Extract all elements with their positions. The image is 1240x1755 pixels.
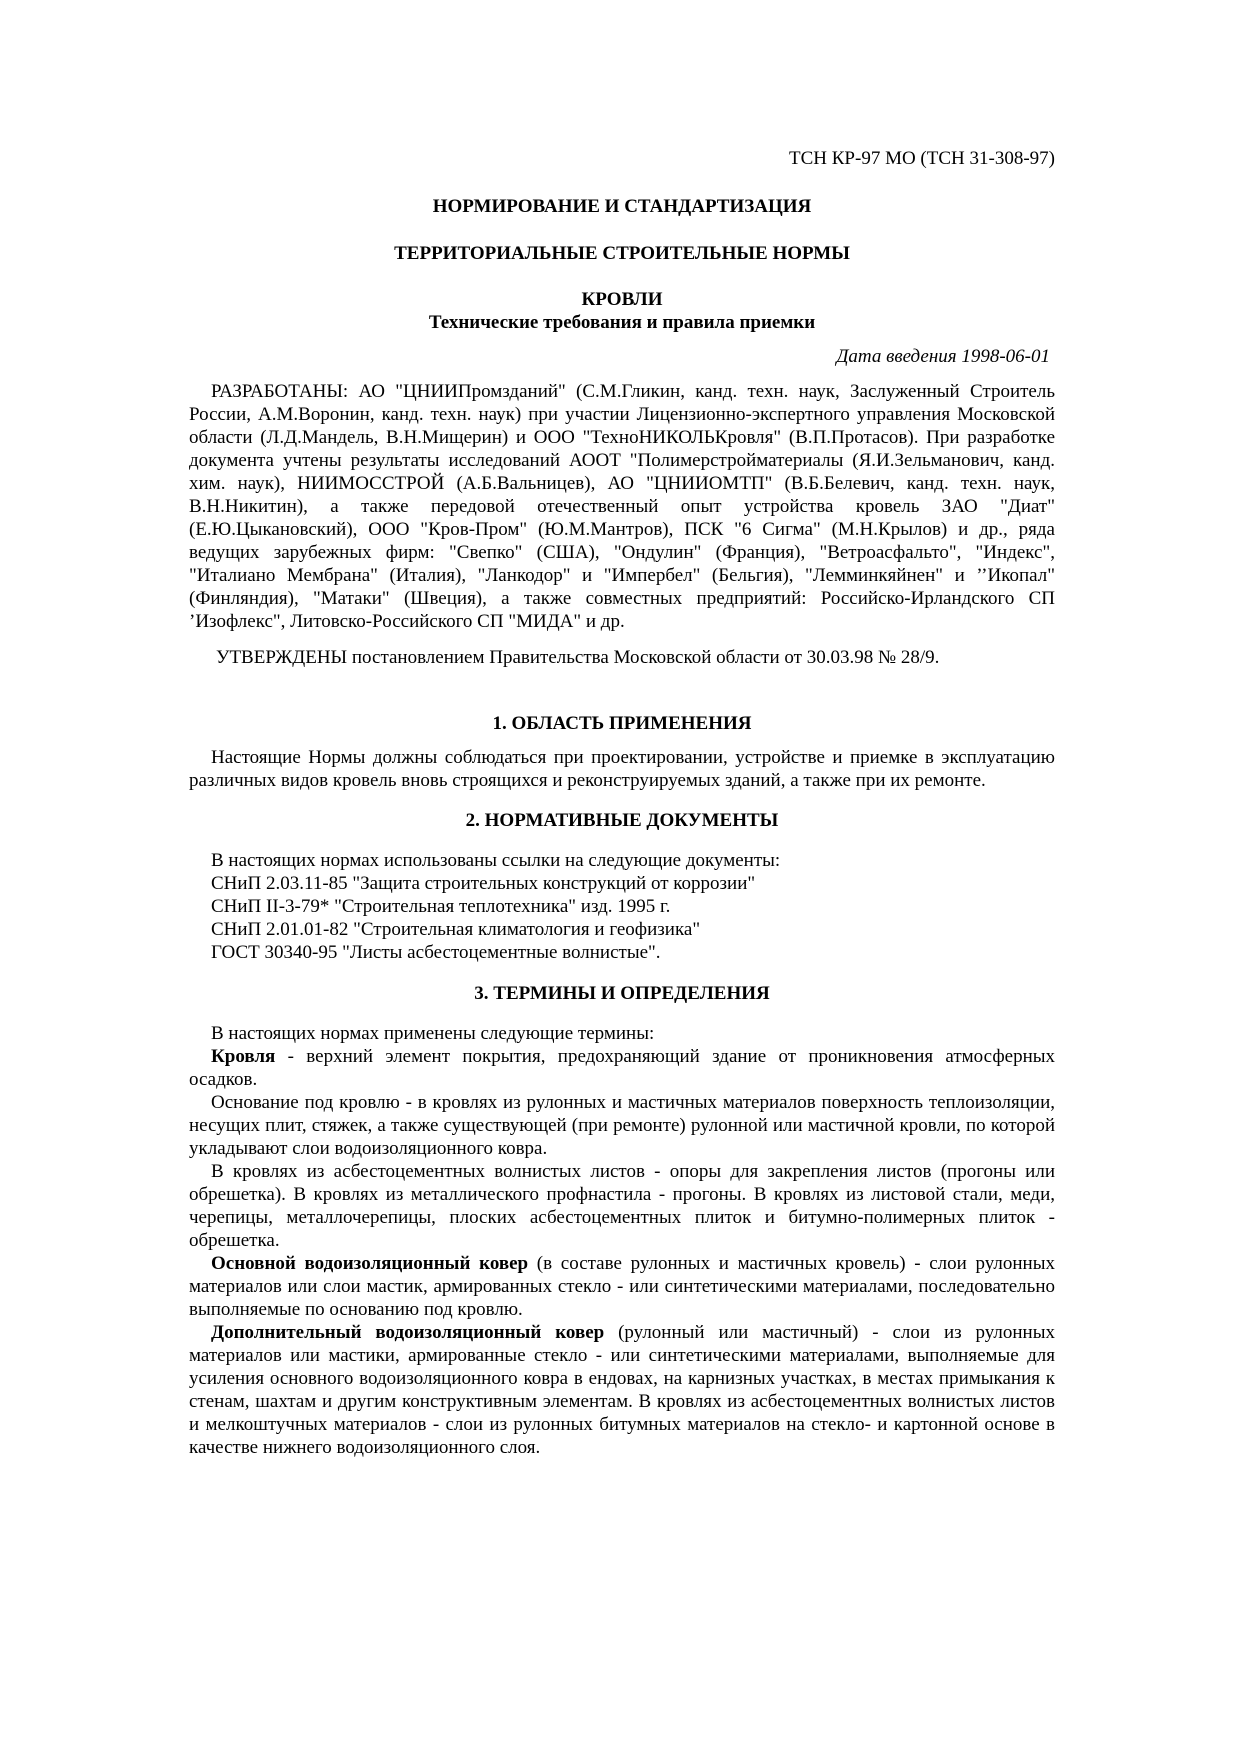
term-roof-definition: - верхний элемент покрытия, предохраняющий здание от проникновения атмосферных осадков.: [189, 1046, 1055, 1090]
list-item: СНиП II-3-79* "Строительная теплотехника" изд. 1995 г.: [211, 896, 671, 917]
term-main-waterproofing-definition: (в составе рулонных и мастичных кровель) - слои рулонных материалов или слои мастик, армированных стекло - или синтетическими материалами, последовательно выполняемые по основанию под кровлю.: [189, 1253, 1055, 1320]
effective-date: Дата введения 1998-06-01: [836, 346, 1050, 367]
list-item: ГОСТ 30340-95 "Листы асбестоцементные волнистые".: [211, 942, 661, 963]
list-item: СНиП 2.03.11-85 "Защита строительных конструкций от коррозии": [211, 873, 756, 894]
terms-intro: В настоящих нормах применены следующие термины:: [211, 1023, 655, 1044]
term-roof-base-asbestos: В кровлях из асбестоцементных волнистых листов - опоры для закрепления листов (прогоны или обрешетка). В кровлях из металлического профнастила - прогоны. В кровлях из листовой стали, меди, черепицы, металлочерепицы, плоских асбестоцементных плиток и битумно-полимерных плиток - обрешетка.: [189, 1161, 1055, 1251]
section-2-title: 2. НОРМАТИВНЫЕ ДОКУМЕНТЫ: [465, 810, 779, 831]
list-item: СНиП 2.01.01-82 "Строительная климатология и геофизика": [211, 919, 701, 940]
document-title-norms: ТЕРРИТОРИАЛЬНЫЕ СТРОИТЕЛЬНЫЕ НОРМЫ: [394, 243, 850, 264]
developed-paragraph: РАЗРАБОТАНЫ: АО "ЦНИИПромзданий" (С.М.Гликин, канд. техн. наук, Заслуженный Строитель России, А.М.Воронин, канд. техн. наук) при участии Лицензионно-экспертного управления Московской области (Л.Д.Мандель, В.Н.Мищерин) и ООО "ТехноНИКОЛЬКровля" (В.П.Протасов). При разработке документа учтены результаты исследований АООТ "Полимерстройматериалы (Я.И.Зельманович, канд. хим. наук), НИИМОССТРОЙ (А.Б.Вальницев), АО "ЦНИИОМТП" (В.Б.Белевич, канд. техн. наук, В.Н.Никитин), а также передовой отечественный опыт устройства кровель ЗАО "Диат" (Е.Ю.Цыкановский), ООО "Кров-Пром" (Ю.М.Мантров), ПСК "6 Сигма" (М.Н.Крылов) и др., ряда ведущих зарубежных фирм: "Свепко" (США), "Ондулин" (Франция), "Ветроасфальто", "Индекс", "Италиано Мембрана" (Италия), "Ланкодор" и "Импербел" (Бельгия), "Лемминкяйнен" и ’’Икопал" (Финляндия), "Матаки" (Швеция), а также совместных предприятий: Российско-Ирландского СП ’Изофлекс", Литовско-Российского СП "МИДА" и др.: [189, 381, 1055, 632]
document-subtitle: Технические требования и правила приемки: [428, 312, 816, 333]
normative-documents-list: [189, 849, 1055, 964]
term-roof-base: Основание под кровлю - в кровлях из рулонных и мастичных материалов поверхность теплоизоляции, несущих плит, стяжек, а также существующей (при ремонте) рулонной или мастичной кровли, по которой укладывают слои водоизоляционного ковра.: [189, 1092, 1055, 1159]
section-3-title: 3. ТЕРМИНЫ И ОПРЕДЕЛЕНИЯ: [474, 983, 770, 1004]
approved-paragraph: УТВЕРЖДЕНЫ постановлением Правительства Московской области от 30.03.98 № 28/9.: [216, 647, 940, 668]
document-code: ТСН КР-97 МО (ТСН 31-308-97): [789, 148, 1055, 169]
term-additional-waterproofing-name: Дополнительный водоизоляционный ковер: [211, 1322, 605, 1343]
document-title-standardization: НОРМИРОВАНИЕ И СТАНДАРТИЗАЦИЯ: [432, 196, 812, 217]
term-main-waterproofing-name: Основной водоизоляционный ковер: [211, 1253, 529, 1274]
term-roof-name: Кровля: [211, 1046, 276, 1067]
document-title-roofs: КРОВЛИ: [581, 289, 663, 310]
term-additional-waterproofing-definition: (рулонный или мастичный) - слои из рулонных материалов или мастики, армированные стекло - или синтетическими материалами, выполняемые для усиления основного водоизоляционного ковра в ендовах, на карнизных участках, в местах примыкания к стенам, шахтам и другим конструктивным элементам. В кровлях из асбестоцементных волнистых листов и мелкоштучных материалов - слои из рулонных битумных материалов на стекло- и картонной основе в качестве нижнего водоизоляционного слоя.: [189, 1322, 1055, 1458]
normative-documents-intro: В настоящих нормах использованы ссылки на следующие документы:: [211, 850, 781, 871]
term-roof: [189, 1045, 1055, 1091]
document-content: [189, 147, 1055, 1459]
section-1-text: Настоящие Нормы должны соблюдаться при проектировании, устройстве и приемке в эксплуатацию различных видов кровель вновь строящихся и реконструируемых зданий, а также при их ремонте.: [189, 747, 1055, 791]
section-1-title: 1. ОБЛАСТЬ ПРИМЕНЕНИЯ: [492, 713, 752, 734]
term-additional-waterproofing: [189, 1321, 1055, 1459]
term-main-waterproofing: [189, 1252, 1055, 1321]
